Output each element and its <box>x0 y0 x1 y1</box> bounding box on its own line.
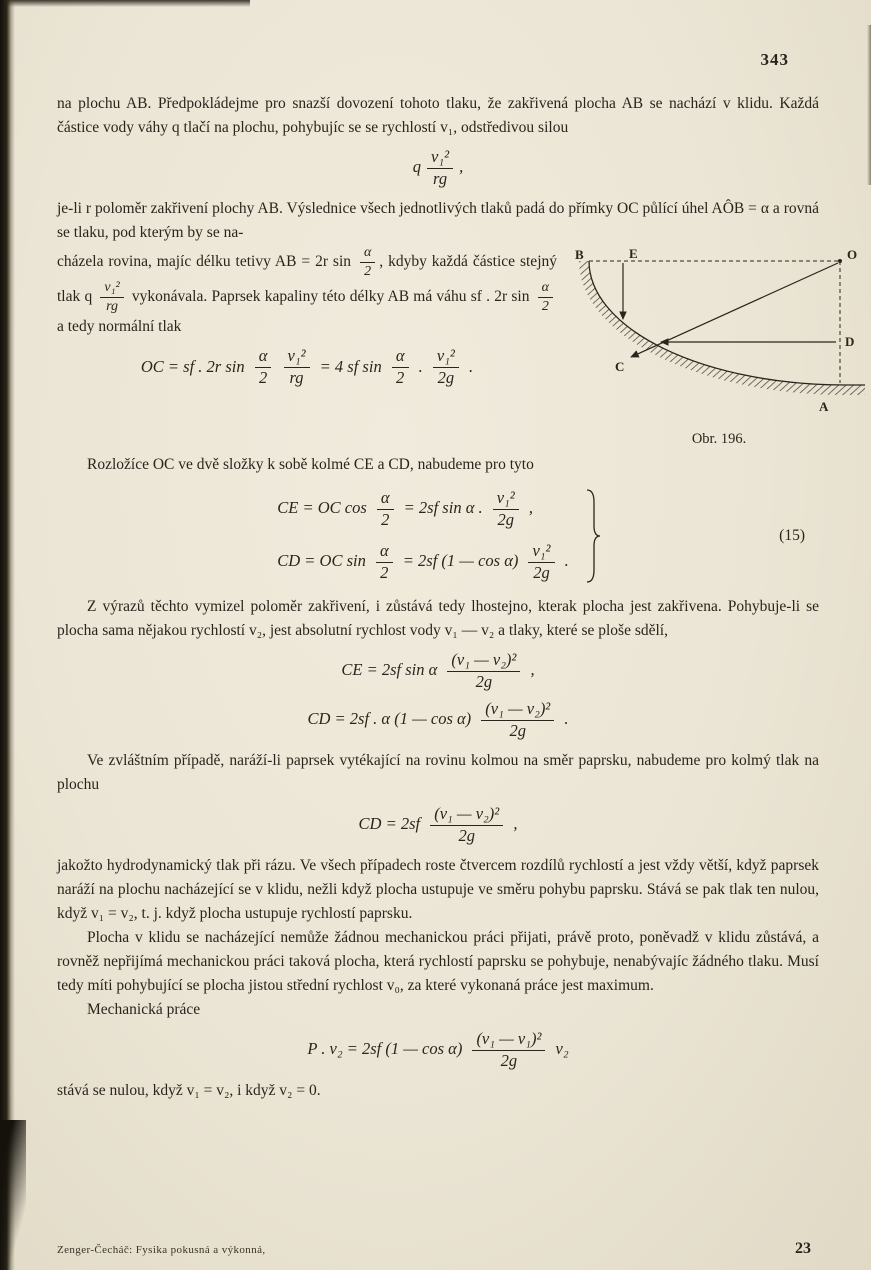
paragraph-work: Plocha v klidu se nacházející nemůže žádnou mechanickou práci přijati, právě proto, poněvadž v klidu zůstává, a rovněž nepřijímá mechanickou práci taková plocha, která rychlostí paprsku se pohybuje, nenabývajíc žádného tlaku. Musí tedy míti pohybující se plocha jistou střední rychlost v₀, za které vykonaná práce jest maximum. <box>57 928 819 994</box>
page-footer <box>57 1240 825 1258</box>
formula-term: OC = sf . 2r sin <box>140 356 245 376</box>
scan-edge-left-bottom <box>0 1120 26 1270</box>
paragraph-perpendicular: Ve zvláštním případě, naráží-li paprsek vytékající na rovinu kolmou na směr paprsku, nabudeme pro kolmý tlak na plochu <box>57 751 819 793</box>
label-O: O <box>847 246 858 262</box>
fraction-numerator: α <box>392 347 409 368</box>
formula-cd-15 <box>275 542 571 583</box>
label-D: D <box>845 333 855 349</box>
formula-term: = 2sf (1 — cos α) <box>402 551 519 571</box>
fraction-numerator: (v₁ — v₂)² <box>481 700 554 721</box>
footer-sheet-number: 23 <box>795 1240 811 1257</box>
fraction-numerator: v₁² <box>100 280 123 298</box>
fraction-denominator: rg <box>106 299 119 315</box>
fraction <box>493 489 519 530</box>
fraction-numerator: α <box>377 489 394 510</box>
formula-term: CD = OC sin <box>277 551 366 571</box>
formula-punctuation: , <box>513 813 518 833</box>
bisector-arrow-OC <box>631 263 838 357</box>
fraction-numerator: v₁² <box>528 542 554 563</box>
formula-centrifugal-force <box>57 148 819 189</box>
fraction-denominator: 2g <box>509 720 527 740</box>
paragraph-conclusion: stává se nulou, když v₁ = v₂, i když v₂ = 0. <box>57 1081 321 1099</box>
figure-196-drawing <box>573 247 865 415</box>
fraction-numerator: v₁² <box>427 148 453 169</box>
formula-mechanical-work <box>57 1030 819 1071</box>
fraction-numerator: α <box>360 245 375 263</box>
fraction-denominator: 2 <box>258 368 268 388</box>
fraction-denominator: 2 <box>381 509 390 529</box>
formula-term: = 2sf sin α . <box>403 498 483 518</box>
fraction <box>377 489 394 530</box>
fraction <box>392 347 409 388</box>
fraction-denominator: 2g <box>475 671 493 691</box>
inline-fraction <box>538 280 553 315</box>
formula-term: CD = 2sf <box>358 813 421 833</box>
label-E: E <box>629 246 638 261</box>
formula-term: CE = OC cos <box>277 498 367 518</box>
page-content <box>57 92 858 1103</box>
point-O-dot <box>838 259 842 263</box>
label-C: C <box>615 358 625 374</box>
formula-term: CE = 2sf sin α <box>341 660 438 680</box>
inline-fraction <box>360 245 375 280</box>
formula-term: CD = 2sf . α (1 — cos α) <box>307 709 472 728</box>
fraction <box>472 1030 545 1071</box>
scan-edge-left <box>0 0 15 1270</box>
scan-edge-right <box>867 25 871 185</box>
label-B: B <box>575 246 584 262</box>
fraction <box>430 805 503 846</box>
formula-punctuation: . <box>469 356 474 376</box>
formula-term: . <box>418 356 423 376</box>
formula-punctuation: . <box>564 551 569 571</box>
fraction-denominator: rg <box>289 368 304 388</box>
fraction-denominator: 2g <box>497 509 514 529</box>
scan-edge-top <box>0 0 250 7</box>
formula-ce-15 <box>275 489 535 530</box>
formula-punctuation: . <box>564 709 569 728</box>
formula-cd-moving <box>57 700 819 741</box>
fraction <box>433 347 459 388</box>
text-run: a tedy normální tlak <box>57 318 182 336</box>
fraction <box>481 700 554 741</box>
paragraph-curvature: Z výrazů těchto vymizel poloměr zakřivení, i zůstává tedy lhostejno, kterak plocha jest zakřivena. Pohybuje-li se plocha sama nějakou rychlostí v₂, jest absolutní rychlost vody v₁ — v₂ a tlaky, které se ploše sdělí, <box>57 597 819 639</box>
fraction <box>447 651 520 692</box>
fraction <box>284 347 310 388</box>
figure-wrap-section <box>57 244 858 447</box>
fraction <box>427 148 453 189</box>
text-run: vykonávala. Paprsek kapaliny této délky AB má váhu sf . 2r sin <box>131 288 530 306</box>
formula-term: P . v₂ = 2sf (1 — cos α) <box>307 1038 463 1058</box>
fraction-denominator: 2g <box>533 562 550 582</box>
formula-punctuation: , <box>459 157 464 177</box>
formula-punctuation: , <box>528 498 533 518</box>
equation-lines <box>275 483 571 589</box>
formula-punctuation: , <box>530 660 535 680</box>
fraction-denominator: 2 <box>541 299 549 315</box>
equation-group-15 <box>57 483 819 589</box>
footer-book-title: Zenger-Čecháč: Fysika pokusná a výkonná, <box>57 1244 266 1256</box>
fraction-numerator: (v₁ — v₁)² <box>472 1030 545 1051</box>
fraction-numerator: (v₁ — v₂)² <box>430 805 503 826</box>
fraction-numerator: α <box>376 542 393 563</box>
fraction-numerator: α <box>538 280 553 298</box>
fraction-denominator: 2 <box>364 264 372 280</box>
formula-term: q <box>412 157 422 177</box>
fraction <box>376 542 393 583</box>
paragraph-decompose: Rozložíce OC ve dvě složky k sobě kolmé CE a CD, nabudeme pro tyto <box>87 455 534 473</box>
text-run: cházela rovina, majíc délku tetivy AB = 2r sin <box>57 253 351 271</box>
paragraph-intro: na plochu AB. Předpokládejme pro snazší dovození tohoto tlaku, že zakřivená plocha AB se nachází v klidu. Každá částice vody váhy q tlačí na plochu, pohybujíc se se rychlostí v₁, odstředivou silou <box>57 95 819 136</box>
fraction-denominator: 2 <box>380 562 389 582</box>
fraction <box>255 347 272 388</box>
text-run: , kdyby <box>379 253 427 271</box>
paragraph-mechanical-work-heading: Mechanická práce <box>87 1000 201 1018</box>
fraction-denominator: 2g <box>437 368 455 388</box>
equation-number: (15) <box>779 526 805 544</box>
paragraph-resultant: je-li r poloměr zakřivení plochy AB. Výslednice všech jednotlivých tlaků padá do přímky OC půlící úhel AÔB = α a rovná se tlaku, pod kterým by se na- <box>57 199 819 241</box>
fraction-denominator: 2 <box>396 368 405 388</box>
fraction <box>528 542 554 583</box>
fraction-numerator: (v₁ — v₂)² <box>447 651 520 672</box>
formula-term: = 4 sf sin <box>319 356 382 376</box>
figure-196 <box>573 247 865 451</box>
text-run: každá částice stejný tlak q <box>57 253 557 306</box>
hatched-wall <box>579 261 865 395</box>
fraction-numerator: v₁² <box>284 347 310 368</box>
formula-ce-moving <box>57 651 819 692</box>
fraction-denominator: rg <box>433 168 448 188</box>
fraction-numerator: v₁² <box>493 489 519 510</box>
fraction-numerator: α <box>255 347 272 368</box>
fraction-denominator: 2g <box>500 1050 518 1070</box>
fraction-denominator: 2g <box>458 825 475 845</box>
fraction-numerator: v₁² <box>433 347 459 368</box>
figure-caption: Obr. 196. <box>691 430 747 447</box>
formula-term: v₂ <box>555 1038 569 1058</box>
formula-cd-perpendicular <box>57 805 819 846</box>
inline-fraction <box>100 280 123 315</box>
label-A: A <box>819 398 829 414</box>
curved-surface-AB <box>589 261 865 385</box>
paragraph-impact: jakožto hydrodynamický tlak při rázu. Ve všech případech roste čtvercem rozdílů rychlostí a jest vždy větší, když paprsek naráží na plochu nacházející se v klidu, nežli když plocha ustupuje ve směru pohybu paprsku. Stává se pak tlak ten nulou, když v₁ = v₂, t. j. když plocha ustupuje rychlostí paprsku. <box>57 856 819 922</box>
curly-brace <box>585 488 601 584</box>
page-number: 343 <box>760 50 789 69</box>
